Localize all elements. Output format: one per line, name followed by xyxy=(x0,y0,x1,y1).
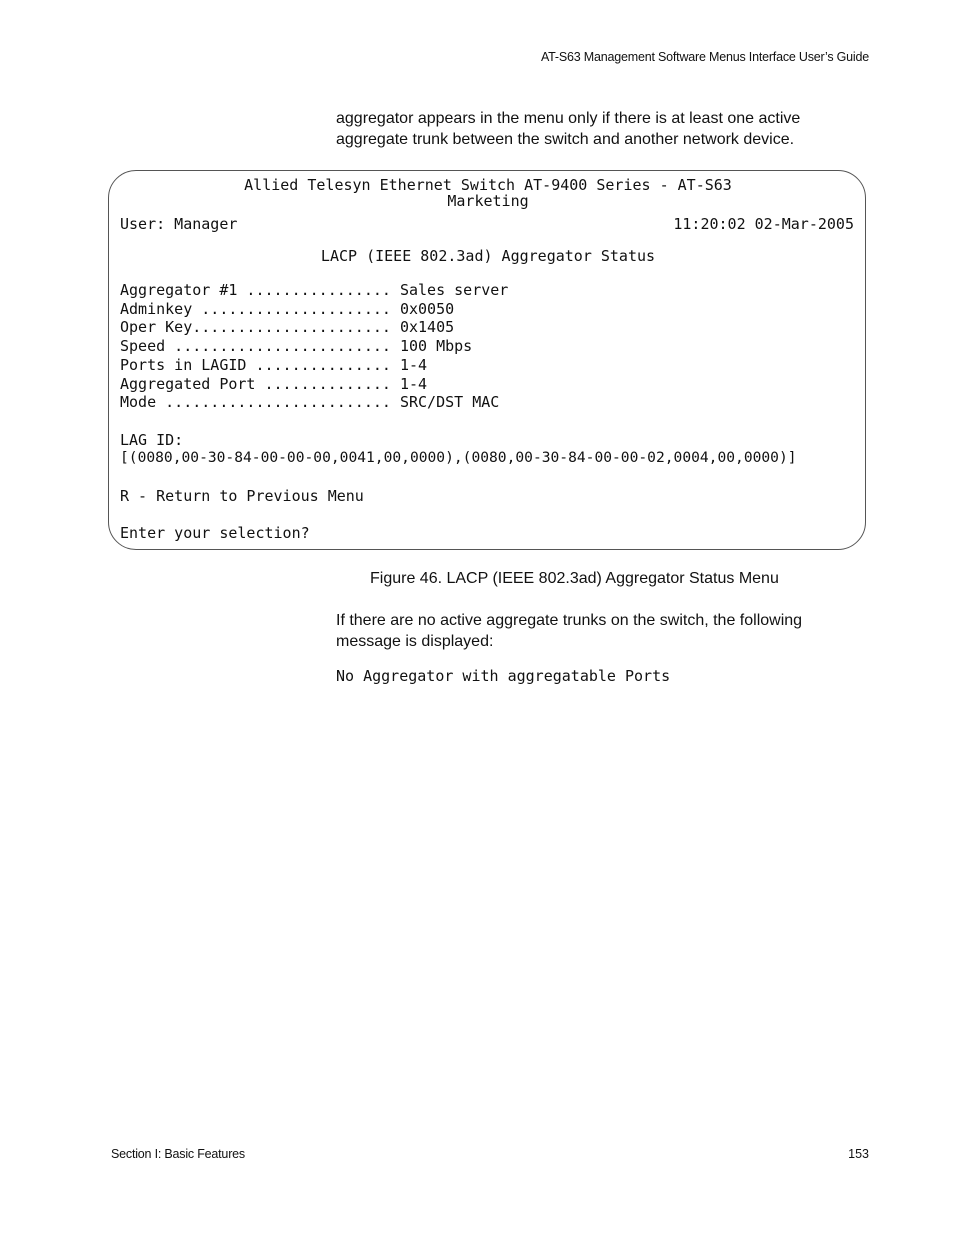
body-paragraph xyxy=(336,610,856,652)
screen-menu-title: LACP (IEEE 802.3ad) Aggregator Status xyxy=(320,247,656,265)
field-label: Adminkey ..................... xyxy=(120,300,391,318)
field-value: SRC/DST MAC xyxy=(399,393,500,411)
screen-user: User: Manager xyxy=(120,215,238,233)
screen-clock: 11:20:02 02-Mar-2005 xyxy=(673,215,854,233)
running-header: AT-S63 Management Software Menus Interface User’s Guide xyxy=(540,50,869,64)
screen-title: Allied Telesyn Ethernet Switch AT-9400 Series - AT-S63 xyxy=(244,176,732,194)
return-option: R - Return to Previous Menu xyxy=(120,487,364,505)
intro-paragraph xyxy=(336,108,856,150)
intro-text: aggregator appears in the menu only if there is at least one active aggregate trunk between the switch and another network device. xyxy=(336,110,801,148)
field-row-oper-key xyxy=(120,318,454,336)
lag-id-value: [(0080,00-30-84-00-00-00,0041,00,0000),(0080,00-30-84-00-00-02,0004,00,0000)] xyxy=(120,449,797,466)
field-row-aggregated-port xyxy=(120,375,427,393)
field-value: Sales server xyxy=(399,281,509,299)
footer-section: Section I: Basic Features xyxy=(111,1147,245,1161)
field-value: 100 Mbps xyxy=(399,337,473,355)
field-value: 0x1405 xyxy=(399,318,455,336)
field-row-speed xyxy=(120,337,472,355)
field-label: Speed ........................ xyxy=(120,337,391,355)
field-row-adminkey xyxy=(120,300,454,318)
field-value: 1-4 xyxy=(399,356,428,374)
field-label: Oper Key...................... xyxy=(120,318,391,336)
selection-prompt: Enter your selection? xyxy=(120,524,310,542)
code-message: No Aggregator with aggregatable Ports xyxy=(336,667,671,685)
field-label: Mode ......................... xyxy=(120,393,391,411)
terminal-screen-figure xyxy=(108,170,866,550)
field-label: Aggregated Port .............. xyxy=(120,375,391,393)
figure-caption: Figure 46. LACP (IEEE 802.3ad) Aggregator Status Menu xyxy=(370,570,779,587)
field-row-mode xyxy=(120,393,499,411)
body-text: If there are no active aggregate trunks on the switch, the following message is displayed: xyxy=(336,612,803,650)
field-label: Aggregator #1 ................ xyxy=(120,281,391,299)
field-row-ports-in-lagid xyxy=(120,356,427,374)
field-value: 1-4 xyxy=(399,375,428,393)
field-value: 0x0050 xyxy=(399,300,455,318)
field-row-aggregator xyxy=(120,281,508,299)
screen-subtitle: Marketing xyxy=(447,192,529,210)
lag-id-label: LAG ID: xyxy=(120,431,184,449)
page-number: 153 xyxy=(848,1147,869,1161)
field-label: Ports in LAGID ............... xyxy=(120,356,391,374)
